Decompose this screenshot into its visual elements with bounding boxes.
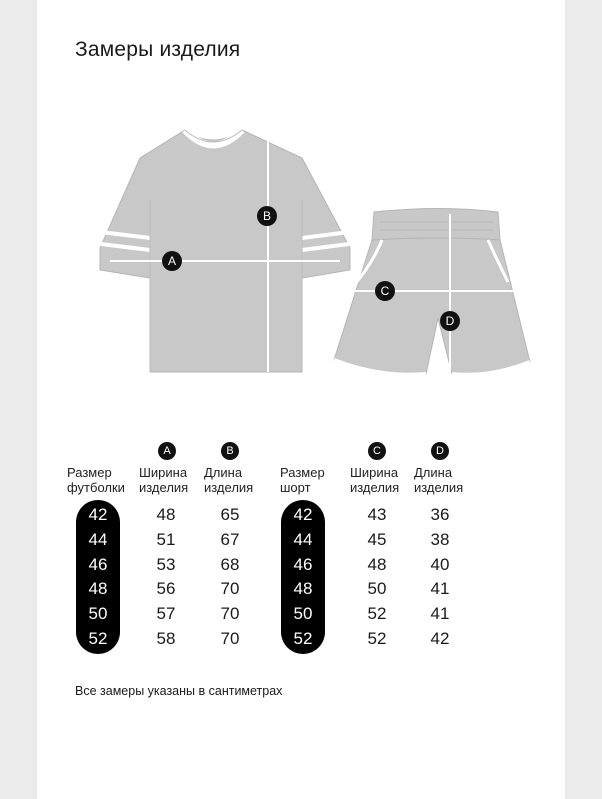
tshirt-width-48: 56 [156,579,176,598]
shorts-width-42: 43 [367,505,387,524]
shorts-length-50: 41 [430,604,450,623]
shorts-length-header: Длина изделия [414,465,464,495]
header-marker-d: D [431,442,449,460]
tshirt-length-48: 70 [220,579,240,598]
shorts-size-52: 52 [293,629,313,648]
shorts-size-50: 50 [293,604,313,623]
shorts-illustration [334,209,530,377]
shorts-size-48: 48 [293,579,313,598]
tshirt-size-52: 52 [88,629,108,648]
tshirt-size-48: 48 [88,579,108,598]
shorts-size-46: 46 [293,555,313,574]
shorts-width-header: Ширина изделия [350,465,400,495]
shorts-width-44: 45 [367,530,387,549]
marker-d: D [440,311,460,331]
shorts-length-48: 41 [430,579,450,598]
shorts-width-46: 48 [367,555,387,574]
page-title: Замеры изделия [75,38,241,61]
header-marker-b: B [221,442,239,460]
tshirt-size-42: 42 [88,505,108,524]
shorts-size-header: Размер шорт [280,465,325,495]
shorts-size-42: 42 [293,505,313,524]
shorts-length-52: 42 [430,629,450,648]
shorts-width-50: 52 [367,604,387,623]
marker-c: C [375,281,395,301]
marker-b: B [257,206,277,226]
footnote: Все замеры указаны в сантиметрах [75,684,283,698]
tshirt-size-44: 44 [88,530,108,549]
tshirt-size-46: 46 [88,555,108,574]
header-marker-a: A [158,442,176,460]
tshirt-width-header: Ширина изделия [139,465,189,495]
tshirt-width-50: 57 [156,604,176,623]
shorts-length-46: 40 [430,555,450,574]
tshirt-width-46: 53 [156,555,176,574]
shorts-width-48: 50 [367,579,387,598]
tshirt-length-50: 70 [220,604,240,623]
shorts-length-44: 38 [430,530,450,549]
tshirt-length-52: 70 [220,629,240,648]
tshirt-size-header: Размер футболки [67,465,125,495]
tshirt-size-50: 50 [88,604,108,623]
marker-a: A [162,251,182,271]
tshirt-length-42: 65 [220,505,240,524]
tshirt-width-52: 58 [156,629,176,648]
shorts-size-44: 44 [293,530,313,549]
tshirt-length-44: 67 [220,530,240,549]
shorts-width-52: 52 [367,629,387,648]
header-marker-c: C [368,442,386,460]
tshirt-illustration [100,130,350,372]
tshirt-width-44: 51 [156,530,176,549]
shorts-length-42: 36 [430,505,450,524]
tshirt-length-46: 68 [220,555,240,574]
tshirt-length-header: Длина изделия [204,465,254,495]
tshirt-width-42: 48 [156,505,176,524]
